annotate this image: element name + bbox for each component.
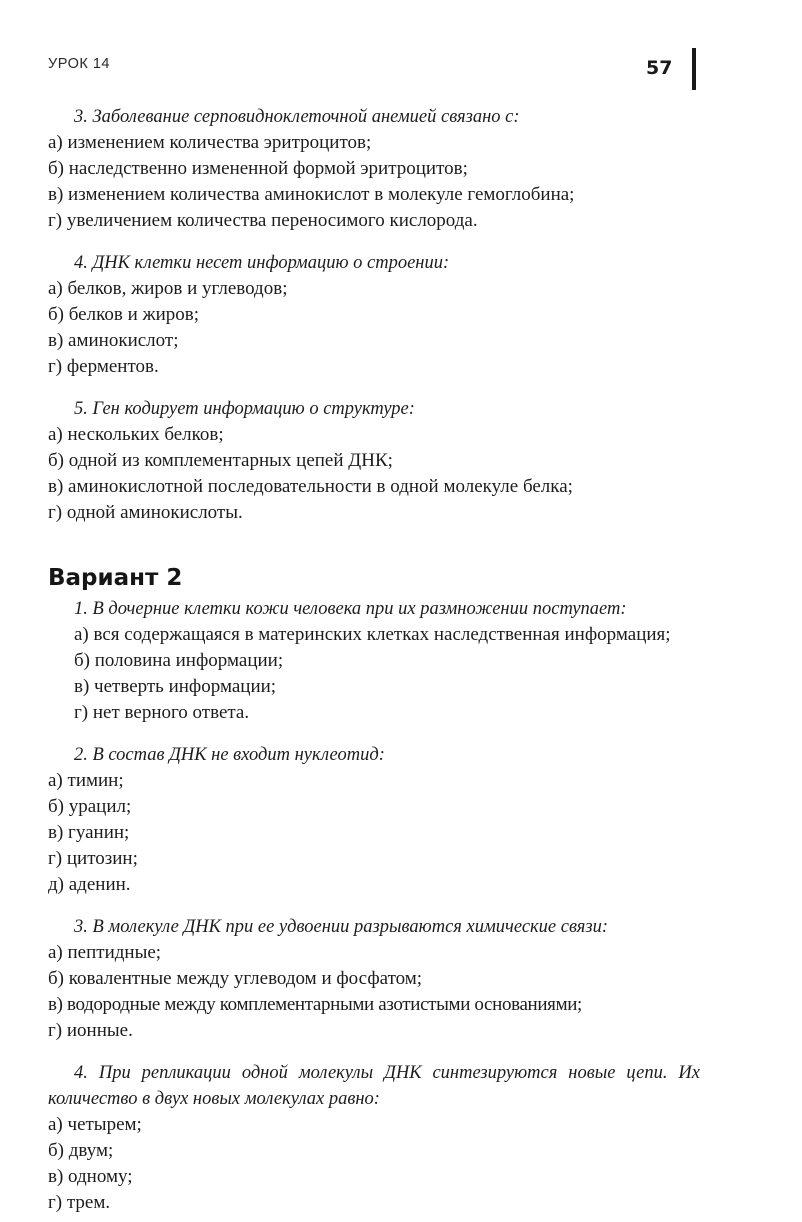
answer-option: в) водородные между комплементарными азотистыми основаниями; bbox=[48, 994, 582, 1015]
question-block bbox=[48, 104, 700, 234]
answer-option: а) четырем; bbox=[48, 1114, 142, 1135]
answer-option: г) трем. bbox=[48, 1192, 111, 1213]
answer-option: в) аминокислот; bbox=[48, 330, 179, 351]
answer-option: б) белков и жиров; bbox=[48, 304, 200, 325]
answer-option: г) ферментов. bbox=[48, 356, 159, 377]
answer-option: а) изменением количества эритроцитов; bbox=[48, 132, 372, 153]
question-text: 4. При репликации одной молекулы ДНК синтезируются новые цепи. Их количество в двух новых молекулах равно: bbox=[48, 1063, 700, 1109]
question-text: 4. ДНК клетки несет информацию о строении: bbox=[74, 253, 450, 273]
answer-option: г) цитозин; bbox=[48, 848, 138, 869]
question-block bbox=[48, 250, 700, 380]
answer-option: г) нет верного ответа. bbox=[74, 702, 250, 723]
answer-option: в) четверть информации; bbox=[74, 676, 277, 697]
answer-option: б) ковалентные между углеводом и фосфатом; bbox=[48, 968, 423, 989]
question-block bbox=[48, 396, 700, 526]
answer-option: б) двум; bbox=[48, 1140, 114, 1161]
answer-option: г) одной аминокислоты. bbox=[48, 502, 243, 523]
question-block bbox=[48, 596, 700, 726]
answer-option: в) изменением количества аминокислот в молекуле гемоглобина; bbox=[48, 184, 575, 205]
section-heading: Вариант 2 bbox=[48, 565, 183, 591]
page-header bbox=[0, 0, 802, 100]
question-text: 3. В молекуле ДНК при ее удвоении разрываются химические связи: bbox=[74, 917, 608, 937]
answer-option: а) нескольких белков; bbox=[48, 424, 224, 445]
question-text: 1. В дочерние клетки кожи человека при их размножении поступает: bbox=[74, 599, 627, 619]
answer-option: в) аминокислотной последовательности в одной молекуле белка; bbox=[48, 476, 573, 497]
page-edge-bar bbox=[692, 48, 696, 90]
lesson-label: УРОК 14 bbox=[48, 56, 110, 72]
answer-option: д) аденин. bbox=[48, 874, 131, 895]
question-text: 2. В состав ДНК не входит нуклеотид: bbox=[74, 745, 385, 765]
answer-option: г) ионные. bbox=[48, 1020, 133, 1041]
question-block bbox=[48, 1060, 700, 1216]
question-block bbox=[48, 742, 700, 898]
page-number: 57 bbox=[646, 57, 673, 79]
page-content bbox=[48, 104, 700, 1216]
question-block bbox=[48, 914, 700, 1044]
answer-option: б) одной из комплементарных цепей ДНК; bbox=[48, 450, 393, 471]
answer-option: а) белков, жиров и углеводов; bbox=[48, 278, 288, 299]
answer-option: в) гуанин; bbox=[48, 822, 130, 843]
answer-option: б) наследственно измененной формой эритроцитов; bbox=[48, 158, 468, 179]
answer-option: б) половина информации; bbox=[74, 650, 284, 671]
answer-option: б) урацил; bbox=[48, 796, 132, 817]
answer-option: а) пептидные; bbox=[48, 942, 162, 963]
question-text: 5. Ген кодирует информацию о структуре: bbox=[74, 399, 415, 419]
answer-option: а) вся содержащаяся в материнских клетках наследственная информация; bbox=[74, 624, 671, 645]
answer-option: г) увеличением количества переносимого кислорода. bbox=[48, 210, 478, 231]
question-text: 3. Заболевание серповидноклеточной анемией связано с: bbox=[74, 107, 520, 127]
answer-option: а) тимин; bbox=[48, 770, 124, 791]
answer-option: в) одному; bbox=[48, 1166, 133, 1187]
